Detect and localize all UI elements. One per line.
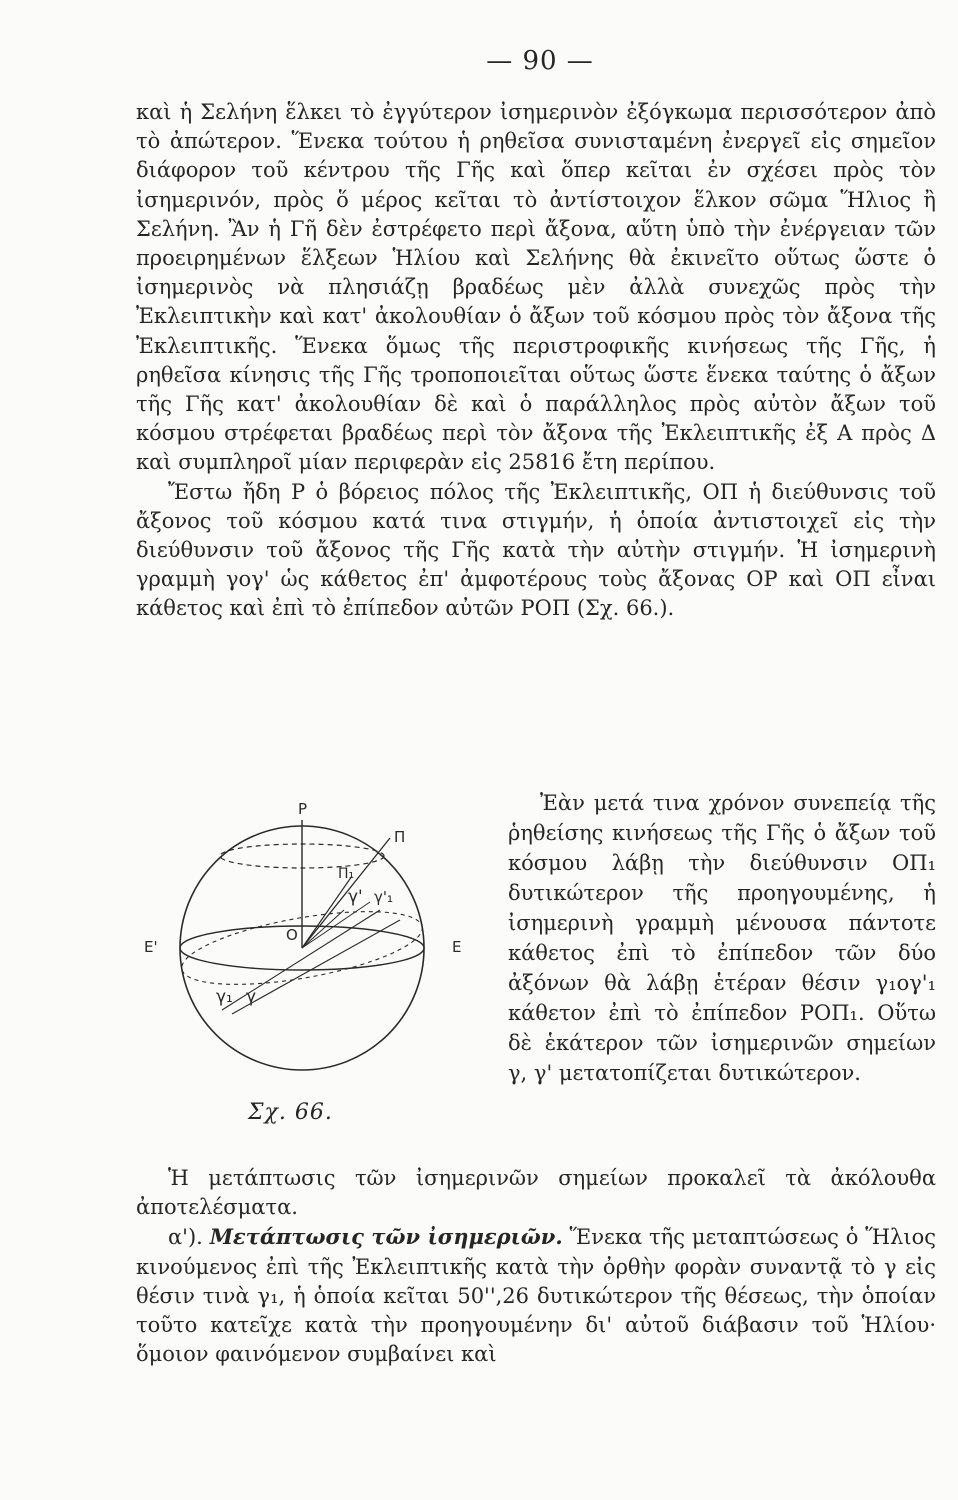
label-pi1: Π₁ xyxy=(338,866,355,882)
label-o: O xyxy=(286,926,298,944)
paragraph: καὶ ἡ Σελήνη ἕλκει τὸ ἐγγύτερον ἰσημερινὸν ἐξόγκωμα περισσότερον ἀπὸ τὸ ἀπώτερον. Ἕνεκα τούτου ἡ ρηθεῖσα συνισταμένη ἐνεργεῖ εἰς σημεῖον διάφορον τοῦ κέντρου τῆς Γῆς καὶ ὅπερ κεῖται ἐν σχέσει πρὸς τὸν ἰσημερινόν, πρὸς ὅ μέρος κεῖται τὸ ἀντίστοιχον ἕλκον σῶμα Ἥλιος ἢ Σελήνη. Ἂν ἡ Γῆ δὲν ἐστρέφετο περὶ ἄξονα, αὕτη ὑπὸ τὴν ἐνέργειαν τῶν προειρημένων ἕλξεων Ἡλίου καὶ Σελήνης θὰ ἐκινεῖτο οὕτως ὥστε ὁ ἰσημερινὸς νὰ πλησιάζῃ βραδέως μὲν ἀλλὰ συνεχῶς πρὸς τὴν Ἐκλειπτικὴν καὶ κατ' ἀκολουθίαν ὁ ἄξων τοῦ κόσμου πρὸς τὸν ἄξονα τῆς Ἐκλειπτικῆς. Ἕνεκα ὅμως τῆς περιστροφικῆς κινήσεως τῆς Γῆς, ἡ ρηθεῖσα κίνησις τῆς Γῆς τροποποιεῖται οὕτως ὥστε ἕνεκα ταύτης ὁ ἄξων τῆς Γῆς κατ' ἀκολουθίαν δὲ καὶ ὁ παράλληλος πρὸς αὐτὸν ἄξων τοῦ κόσμου στρέφεται βραδέως περὶ τὸν ἄξονα τῆς Ἐκλειπτικῆς ἐξ Α πρὸς Δ καὶ συμπληροῖ μίαν περιφερὰν εἰς 25816 ἔτη περίπου. xyxy=(136,100,936,475)
equinox-line-2 xyxy=(232,920,400,1014)
figure-caption: Σχ. 66. xyxy=(248,1100,333,1125)
paragraph: Ἐὰν μετά τινα χρόνον συνεπείᾳ τῆς ῥηθείσης κινήσεως τῆς Γῆς ὁ ἄξων τοῦ κόσμου λάβῃ τὴν διεύθυνσιν ΟΠ₁ δυτικώτερον τῆς προηγουμένης, ἡ ἰσημερινὴ γραμμὴ μένουσα πάντοτε κάθετος ἐπὶ τὸ ἐπίπεδον τῶν δύο ἀξόνων θὰ λάβῃ ἑτέραν θέσιν γ₁ογ'₁ κάθετον ἐπὶ τὸ ἐπίπεδον ΡΟΠ₁. Οὕτω δὲ ἑκάτερον τῶν ἰσημερινῶν σημείων γ, γ' μετατοπίζεται δυτικώτερον. xyxy=(508,791,936,1085)
body-text-wrap xyxy=(508,788,936,1088)
section-text: Ἕνεκα τῆς μεταπτώσεως ὁ Ἥλιος κινούμενος ἐπὶ τῆς Ἐκλειπτικῆς κατὰ τὴν ὀρθὴν φορὰν συναντᾷ τὸ γ εἰς θέσιν τινὰ γ₁, ἡ ὁποία κεῖται 50'',26 δυτικώτερον τῆς θέσεως, τὴν ὁποίαν τοῦτο κατεῖχε κατὰ τὴν προηγουμένην δι' αὐτοῦ διάβασιν τοῦ Ἡλίου· ὅμοιον φαινόμενον συμβαίνει καὶ xyxy=(136,1225,936,1367)
section-a xyxy=(136,1222,936,1369)
axis-o-pi1 xyxy=(302,876,352,948)
radial-line-1 xyxy=(302,902,370,948)
label-gamma: γ xyxy=(246,987,257,1007)
label-e-left: Ε' xyxy=(144,938,158,956)
paragraph: Ἡ μετάπτωσις τῶν ἰσημερινῶν σημείων προκαλεῖ τὰ ἀκόλουθα ἀποτελέσματα. xyxy=(136,1166,936,1220)
label-gamma-1: γ₁ xyxy=(216,987,233,1007)
label-p: P xyxy=(298,800,308,818)
radial-line-2 xyxy=(302,910,344,948)
celestial-sphere-diagram xyxy=(130,780,490,1120)
paragraph: Ἔστω ἤδη Ρ ὁ βόρειος πόλος τῆς Ἐκλειπτικῆς, ΟΠ ἡ διεύθυνσις τοῦ ἄξονος τοῦ κόσμου κατά τινα στιγμήν, ἡ ὁποία ἀντιστοιχεῖ εἰς τὴν διεύθυνσιν τοῦ ἄξονος τῆς Γῆς κατὰ τὴν αὐτὴν στιγμήν. Ἡ ἰσημερινὴ γραμμὴ γογ' ὡς κάθετος ἐπ' ἀμφοτέρους τοὺς ἄξονας ΟΡ καὶ ΟΠ εἶναι κάθετος καὶ ἐπὶ τὸ ἐπίπεδον αὐτῶν ΡΟΠ (Σχ. 66.). xyxy=(136,479,936,621)
body-text-top xyxy=(136,98,936,624)
body-text-bottom xyxy=(136,1164,936,1369)
label-pi: Π xyxy=(394,828,406,846)
page-number: — 90 — xyxy=(486,46,594,76)
section-marker: α'). xyxy=(168,1225,203,1250)
section-heading: Μετάπτωσις τῶν ἰσημεριῶν. xyxy=(209,1224,563,1250)
label-gamma-prime-1: γ'₁ xyxy=(374,888,394,906)
label-gamma-prime: γ' xyxy=(348,887,363,907)
label-e-right: Ε xyxy=(452,938,462,956)
